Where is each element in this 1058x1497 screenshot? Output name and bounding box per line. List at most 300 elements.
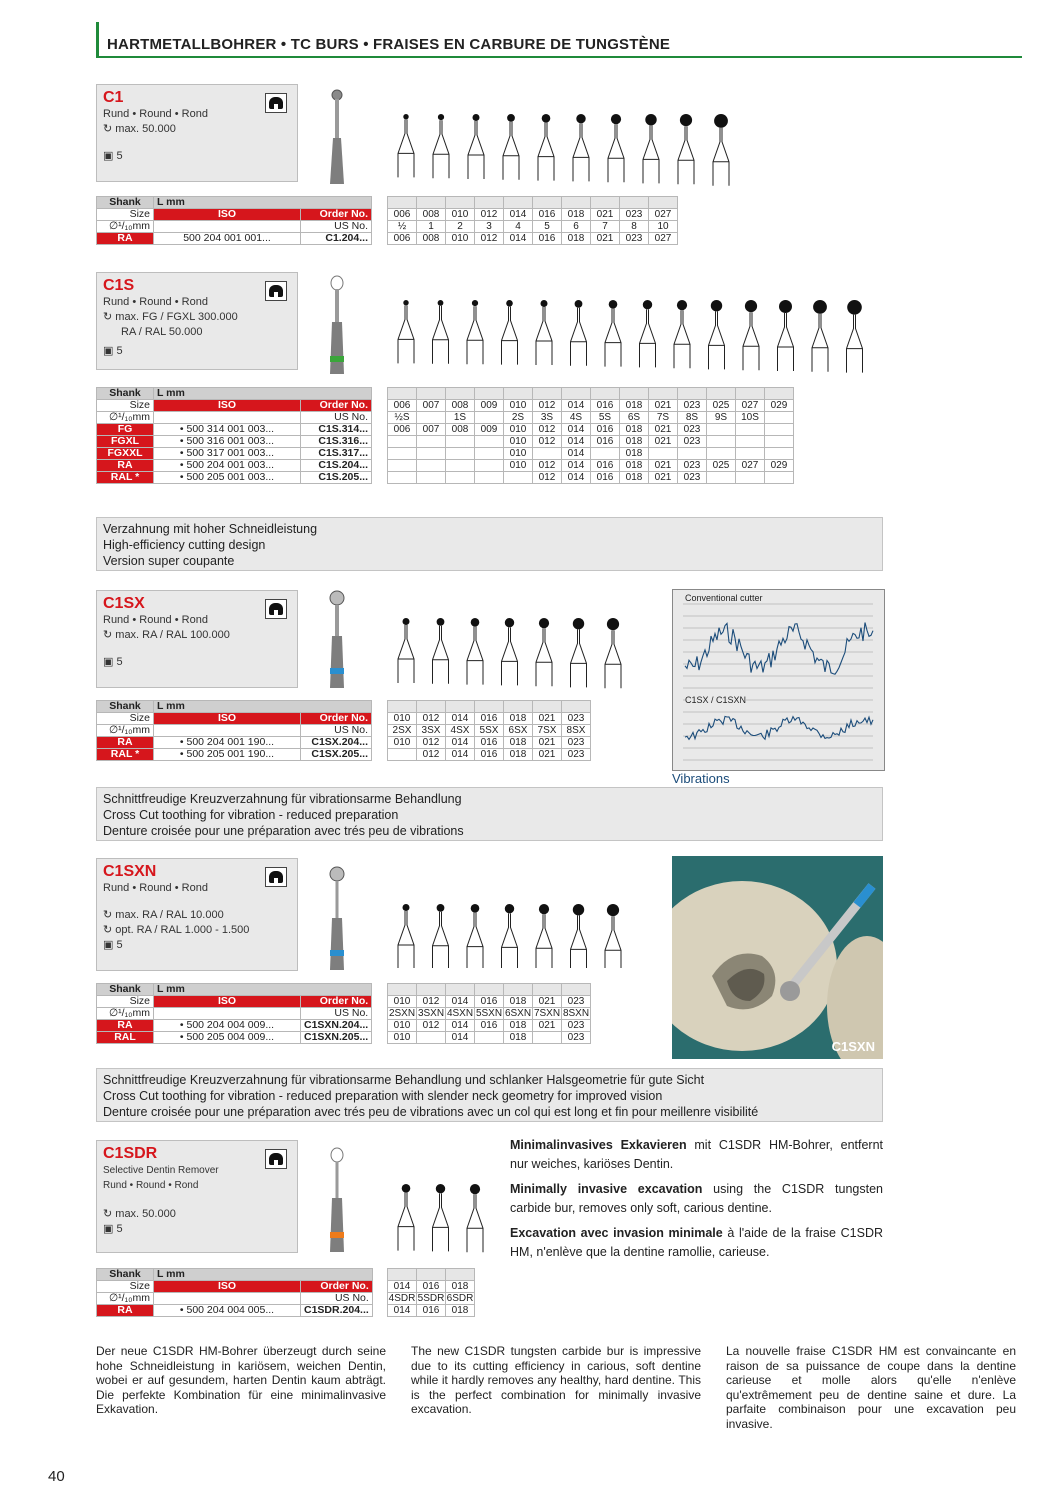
bur-drawing [536,618,552,686]
package-icon: ▣ [103,656,114,668]
package-icon: ▣ [103,150,114,162]
grid-cell: 6SXN [504,1008,532,1019]
table-row: RA • 500 204 004 009... C1SXN.204... [97,1020,372,1032]
grid-cell: 009 [475,424,504,436]
grid-cell [562,388,591,400]
bur-drawing [678,114,694,184]
grid-cell: 009 [475,400,504,412]
bur-drawing [398,114,414,177]
grid-cell [649,197,678,209]
grid-cell [765,412,794,424]
grid-cell: 021 [649,460,678,472]
grid-cell [475,1032,504,1044]
grid-cell: 021 [649,400,678,412]
grid-cell: 3S [533,412,562,424]
c1sx-table-left: Shank L mm Size ISO Order No. ∅¹/₁₀mm US No. RA • 500 204 001 190... C1SX.204... RAL * • 500 205 001 190... C1SX.205... [96,700,372,761]
grid-cell: 7S [649,412,678,424]
grid-cell [446,197,475,209]
grid-cell: 018 [446,1281,475,1293]
bur-drawing [433,114,449,178]
rpm-info-2: RA / RAL 50.000 [121,326,203,338]
grid-cell [504,388,533,400]
bur-drawing [713,114,729,186]
grid-cell: 012 [533,424,562,436]
grid-cell: 7SXN [533,1008,561,1019]
c1s-table-left: Shank L mm Size ISO Order No. ∅¹/₁₀mm US No. FG • 500 314 001 003... C1S.314... FGXL • 500 316 001 003... C1S.316... FGXXL • 500 317 001 003... C1S.317... RA • 500 204 001 003... C1S.204... RAL * • 500 205 001 003... C1S.205... [96,387,372,484]
grid-cell: 5 [533,221,562,233]
grid-cell: 006 [388,400,417,412]
grid-cell [417,460,446,472]
grid-cell: 027 [736,400,765,412]
grid-cell: 010 [504,424,533,436]
grid-cell: 014 [562,436,591,448]
size-grid-table [387,700,591,761]
rotation-icon: ↻ [103,924,113,936]
grid-cell: 023 [678,400,707,412]
grid-cell: 006 [388,209,417,221]
grid-cell [736,436,765,448]
shape-desc: Rund • Round • Rond [103,108,208,120]
table-row: RAL * • 500 205 001 190... C1SX.205... [97,749,372,761]
grid-cell [765,448,794,460]
table-row: RA • 500 204 004 005... C1SDR.204... [97,1305,373,1317]
grid-cell [388,984,417,996]
bur-drawing [536,300,552,365]
grid-cell: 5SXN [475,1008,503,1019]
grid-cell: 014 [446,713,475,725]
grid-cell [475,412,504,424]
c1s-bur-image [320,274,354,378]
grid-cell: 010 [504,460,533,472]
grid-cell: 010 [388,737,417,749]
grid-cell: 018 [504,713,533,725]
grid-cell: 016 [475,713,504,725]
grid-cell: 027 [736,460,765,472]
grid-cell: 021 [649,424,678,436]
grid-cell: 021 [649,436,678,448]
grid-cell [475,472,504,484]
bur-drawing [608,114,624,182]
grid-cell: 010 [446,233,475,245]
grid-cell: 014 [562,460,591,472]
bur-drawing [467,904,483,968]
grid-cell: 010 [388,1020,417,1032]
vibration-lines [673,590,884,770]
grid-cell: 5SX [475,725,504,737]
grid-cell [417,1269,446,1281]
grid-cell [620,197,649,209]
c1sx-size-burs [390,612,650,692]
grid-cell [475,701,504,713]
grid-cell: 018 [504,737,533,749]
grid-cell: 014 [562,400,591,412]
rotation-icon: ↻ [103,629,113,641]
grid-cell: 010 [446,209,475,221]
product-code: C1S [103,277,135,294]
rpm-info: ↻ max. RA / RAL 100.000 [103,629,230,641]
grid-cell: 021 [533,737,562,749]
grid-cell [736,388,765,400]
size-grid-table [387,1268,475,1317]
grid-cell: 014 [446,737,475,749]
grid-cell: 4SDR [388,1293,416,1304]
round-shape-icon [265,281,287,301]
grid-cell: 016 [475,749,504,761]
grid-cell [475,460,504,472]
grid-cell [591,388,620,400]
grid-cell: 018 [620,472,649,484]
grid-cell [388,388,417,400]
c1-infobox [96,84,298,182]
grid-cell: 018 [620,424,649,436]
grid-cell: 6 [562,221,591,233]
grid-cell [591,448,620,460]
table-row: RAL • 500 205 004 009... C1SXN.205... [97,1032,372,1044]
grid-cell: 018 [504,1032,533,1044]
grid-cell: 8S [678,412,707,424]
product-code: C1SXN [103,863,157,880]
bur-drawing [605,904,621,968]
c1sxn-photo [672,856,883,1059]
grid-cell: 025 [707,400,736,412]
size-grid-table [387,983,591,1044]
grid-cell: 023 [678,472,707,484]
grid-cell: 016 [533,209,562,221]
bur-drawing [502,300,518,365]
grid-cell: 5S [591,412,620,424]
grid-cell [765,388,794,400]
grid-cell: 5SDR [417,1293,445,1304]
grid-cell [388,197,417,209]
c1sdr-size-burs [390,1180,500,1256]
grid-cell: 016 [591,436,620,448]
bur-drawing [467,618,483,685]
bur-drawing [433,1184,449,1251]
grid-cell: 012 [475,209,504,221]
grid-cell: 021 [533,713,562,725]
grid-cell [620,388,649,400]
desc-de: Minimalinvasives Exkavieren mit C1SDR HM-Bohrer, entfernt nur weiches, kariöses Dentin. [510,1138,884,1171]
grid-cell: 014 [504,233,533,245]
grid-cell [504,701,533,713]
grid-cell: 010 [388,713,417,725]
grid-cell: 006 [388,233,417,245]
page-number: 40 [48,1468,65,1485]
c1sdr-infobox [96,1140,298,1253]
grid-cell: 021 [591,233,620,245]
grid-cell [446,448,475,460]
round-shape-icon [265,599,287,619]
bur-drawing [640,300,656,367]
grid-cell: 3 [475,221,504,233]
rpm-info-2: ↻ opt. RA / RAL 1.000 - 1.500 [103,924,250,936]
grid-cell: 023 [562,1020,591,1032]
page-title: HARTMETALLBOHRER • TC BURS • FRAISES EN CARBURE DE TUNGSTÈNE [96,22,1022,58]
grid-cell [707,448,736,460]
bur-drawing [674,300,690,368]
grid-cell: 014 [388,1305,417,1317]
grid-cell [417,388,446,400]
c1sx-bur-image [320,588,354,692]
c1s-infobox [96,272,298,370]
grid-cell: 018 [562,233,591,245]
grid-cell [649,448,678,460]
grid-cell: 021 [533,749,562,761]
grid-cell [649,388,678,400]
grid-cell: 012 [417,1020,446,1032]
bur-drawing [573,114,589,181]
rpm-info: ↻ max. 50.000 [103,1208,176,1220]
body-text-en: The new C1SDR tungsten carbide bur is impressive due to its cutting efficiency in carious, soft dentine while it hardly removes any healthy, hard dentine. This is the perfect combination for minimally invasive excavation. [411,1344,701,1416]
grid-cell: 023 [562,1032,591,1044]
grid-cell: 016 [591,460,620,472]
product-code: C1 [103,89,124,106]
round-shape-icon [265,93,287,113]
grid-cell: 008 [417,209,446,221]
table-row: RA • 500 204 001 003... C1S.204... [97,460,372,472]
grid-cell: 018 [620,460,649,472]
grid-cell: 6SDR [446,1293,474,1304]
grid-cell: 014 [504,209,533,221]
table-row: RAL * • 500 205 001 003... C1S.205... [97,472,372,484]
grid-cell: 029 [765,460,794,472]
grid-cell [562,197,591,209]
bur-drawing [502,904,518,968]
bur-drawing [571,904,587,968]
grid-cell: 023 [562,737,591,749]
bur-drawing [605,300,621,367]
grid-cell: 8SXN [562,1008,590,1019]
grid-cell [678,448,707,460]
grid-cell: 4 [504,221,533,233]
c1sxn-bur-image [320,864,354,974]
grid-cell [707,388,736,400]
c1s-size-grid [387,387,794,484]
grid-cell: 023 [562,996,591,1008]
grid-cell: ½ [388,221,417,233]
c1sdr-table-left: Shank L mm Size ISO Order No. ∅¹/₁₀mm US No. RA • 500 204 004 005... C1SDR.204... [96,1268,373,1317]
bur-drawing [433,300,449,364]
grid-cell: 6SX [504,725,533,737]
rotation-icon: ↻ [103,1208,113,1220]
grid-cell: 016 [475,737,504,749]
shape-desc: Rund • Round • Rond [103,882,208,894]
grid-cell: 3SX [417,725,446,737]
grid-cell: 027 [649,209,678,221]
grid-cell [446,472,475,484]
grid-cell [475,388,504,400]
grid-cell: 1S [446,412,475,424]
c1sxn-table-left: Shank L mm Size ISO Order No. ∅¹/₁₀mm US No. RA • 500 204 004 009... C1SXN.204... RAL • 500 205 004 009... C1SXN.205... [96,983,372,1044]
shape-desc: Rund • Round • Rond [103,296,208,308]
c1-size-grid [387,196,678,245]
grid-cell: 1 [417,221,446,233]
c1sxn-note: Schnittfreudige Kreuzverzahnung für vibrationsarme Behandlung und schlanker Halsgeometrie für gute Sicht Cross Cut toothing for vibration - reduced preparation with slender neck geometry for improved vision Denture croisée pour une préparation avec trés peu de vibrations avec un col qui est long et fin pour meillenre visibilité [96,1068,883,1122]
grid-cell [475,436,504,448]
size-grid-table [387,196,678,245]
grid-cell [591,197,620,209]
grid-cell: 6S [620,412,649,424]
c1-size-burs [390,106,750,186]
grid-cell [678,388,707,400]
bur-drawing [538,114,554,181]
grid-cell: 010 [388,1032,417,1044]
grid-cell: 4S [562,412,591,424]
grid-cell: 018 [446,1305,475,1317]
grid-cell: 018 [504,749,533,761]
photo-label: C1SXN [831,1039,875,1054]
grid-cell: 012 [417,996,446,1008]
grid-cell [504,472,533,484]
grid-cell [736,472,765,484]
grid-cell [736,448,765,460]
bur-drawing [433,618,449,684]
grid-cell: 007 [417,400,446,412]
grid-cell: 012 [533,400,562,412]
table-row: FGXL • 500 316 001 003... C1S.316... [97,436,372,448]
table-row: FG • 500 314 001 003... C1S.314... [97,424,372,436]
grid-cell: 018 [562,209,591,221]
grid-cell [388,436,417,448]
grid-cell: 010 [504,448,533,460]
grid-cell: 023 [620,233,649,245]
grid-cell [533,388,562,400]
bur-drawing [571,300,587,366]
grid-cell: 012 [475,233,504,245]
grid-cell [504,984,533,996]
vib-label-conventional: Conventional cutter [685,593,763,603]
grid-cell: 7 [591,221,620,233]
grid-cell: 016 [417,1305,446,1317]
product-subtitle: Selective Dentin Remover [103,1165,219,1176]
package-icon: ▣ [103,1223,114,1235]
package-icon: ▣ [103,939,114,951]
grid-cell [417,197,446,209]
grid-cell: 008 [446,424,475,436]
bur-drawing [778,300,794,371]
grid-cell: 9S [707,412,736,424]
grid-cell: 018 [504,996,533,1008]
bur-drawing [398,618,414,683]
grid-cell: 027 [649,233,678,245]
grid-cell [417,472,446,484]
rotation-icon: ↻ [103,909,113,921]
table-row: RA • 500 204 001 190... C1SX.204... [97,737,372,749]
grid-cell [475,448,504,460]
grid-cell: 016 [475,996,504,1008]
grid-cell: 023 [678,424,707,436]
grid-cell: 016 [533,233,562,245]
grid-cell [765,424,794,436]
grid-cell [562,984,591,996]
grid-cell: 025 [707,460,736,472]
grid-cell: 018 [620,436,649,448]
bur-drawing [503,114,519,180]
c1s-size-burs [390,298,890,378]
grid-cell: 3SXN [417,1008,445,1019]
package-info: ▣ 5 [103,656,123,668]
grid-cell: 2 [446,221,475,233]
bur-drawing [709,300,725,369]
grid-cell: 8SX [562,725,591,737]
bur-drawing [605,618,621,688]
grid-cell [446,984,475,996]
grid-cell: 018 [620,448,649,460]
grid-cell: 023 [562,749,591,761]
grid-cell: 010 [388,996,417,1008]
grid-cell: 012 [417,749,446,761]
grid-cell: 023 [562,713,591,725]
rotation-icon: ↻ [103,311,113,323]
tooth-photo-illustration [672,856,883,1059]
c1sdr-description [510,1136,883,1268]
c1sdr-bur-image [320,1146,354,1256]
bur-drawing [812,300,828,372]
bur-drawing [643,114,659,183]
vib-label-c1sx: C1SX / C1SXN [685,695,747,705]
vibration-trace [685,623,873,675]
grid-cell [446,436,475,448]
bur-drawing [398,1184,414,1251]
grid-cell: 012 [417,713,446,725]
grid-cell: 014 [562,424,591,436]
grid-cell [417,412,446,424]
body-text-fr: La nouvelle fraise C1SDR HM est convaincante en raison de sa puissance de coupe dans la dentine carieuse et molle alors qu'elle n'enlève qu'extrêmement peu de dentine saine et dure. La parfaite combinaison pour une excavation peu invasive. [726,1344,1016,1431]
grid-cell: 021 [533,996,562,1008]
grid-cell: 016 [591,400,620,412]
grid-cell [533,448,562,460]
grid-cell: 023 [678,460,707,472]
grid-cell [446,460,475,472]
grid-cell [707,436,736,448]
c1sxn-size-burs [390,898,650,968]
grid-cell: 016 [591,472,620,484]
grid-cell [417,984,446,996]
grid-cell [533,701,562,713]
shape-desc: Rund • Round • Rond [103,614,208,626]
grid-cell [417,701,446,713]
grid-cell [388,749,417,761]
c1-bur-image [322,86,352,186]
grid-cell [562,701,591,713]
bur-drawing [433,904,449,968]
c1-table-left: Shank L mm Size ISO Order No. ∅¹/₁₀mm US No. RA 500 204 001 001... C1.204... [96,196,372,245]
grid-cell [533,1032,562,1044]
shape-desc: Rund • Round • Rond [103,1180,199,1191]
product-code: C1SDR [103,1145,158,1162]
grid-cell [533,197,562,209]
grid-cell: ½S [388,412,417,424]
rpm-info: ↻ max. 50.000 [103,123,176,135]
grid-cell: 4SX [446,725,475,737]
c1s-note: Verzahnung mit hoher Schneidleistung High-efficiency cutting design Version super coupante [96,517,883,571]
vibration-chart [672,589,885,771]
c1sxn-infobox [96,858,298,971]
grid-cell: 014 [388,1281,417,1293]
bur-drawing [847,300,863,373]
body-text-de: Der neue C1SDR HM-Bohrer überzeugt durch seine hohe Schneidleistung in kariösem, weichen Dentin, wobei er auf gesundem, harten Dentin kaum abträgt. Die perfekte Kombination für eine minimalinvasive Exkavation. [96,1344,386,1416]
c1sdr-size-grid [387,1268,475,1317]
package-info: ▣ 5 [103,1223,123,1235]
grid-cell [707,424,736,436]
c1sx-infobox [96,590,298,688]
c1sxn-size-grid [387,983,591,1044]
desc-en: Minimally invasive excavation using the C1SDR tungsten carbide bur, removes only soft, carious dentine. [510,1182,883,1215]
grid-cell [446,1269,475,1281]
grid-cell: 014 [446,996,475,1008]
bur-drawing [467,1184,483,1252]
table-row: FGXXL • 500 317 001 003... C1S.317... [97,448,372,460]
